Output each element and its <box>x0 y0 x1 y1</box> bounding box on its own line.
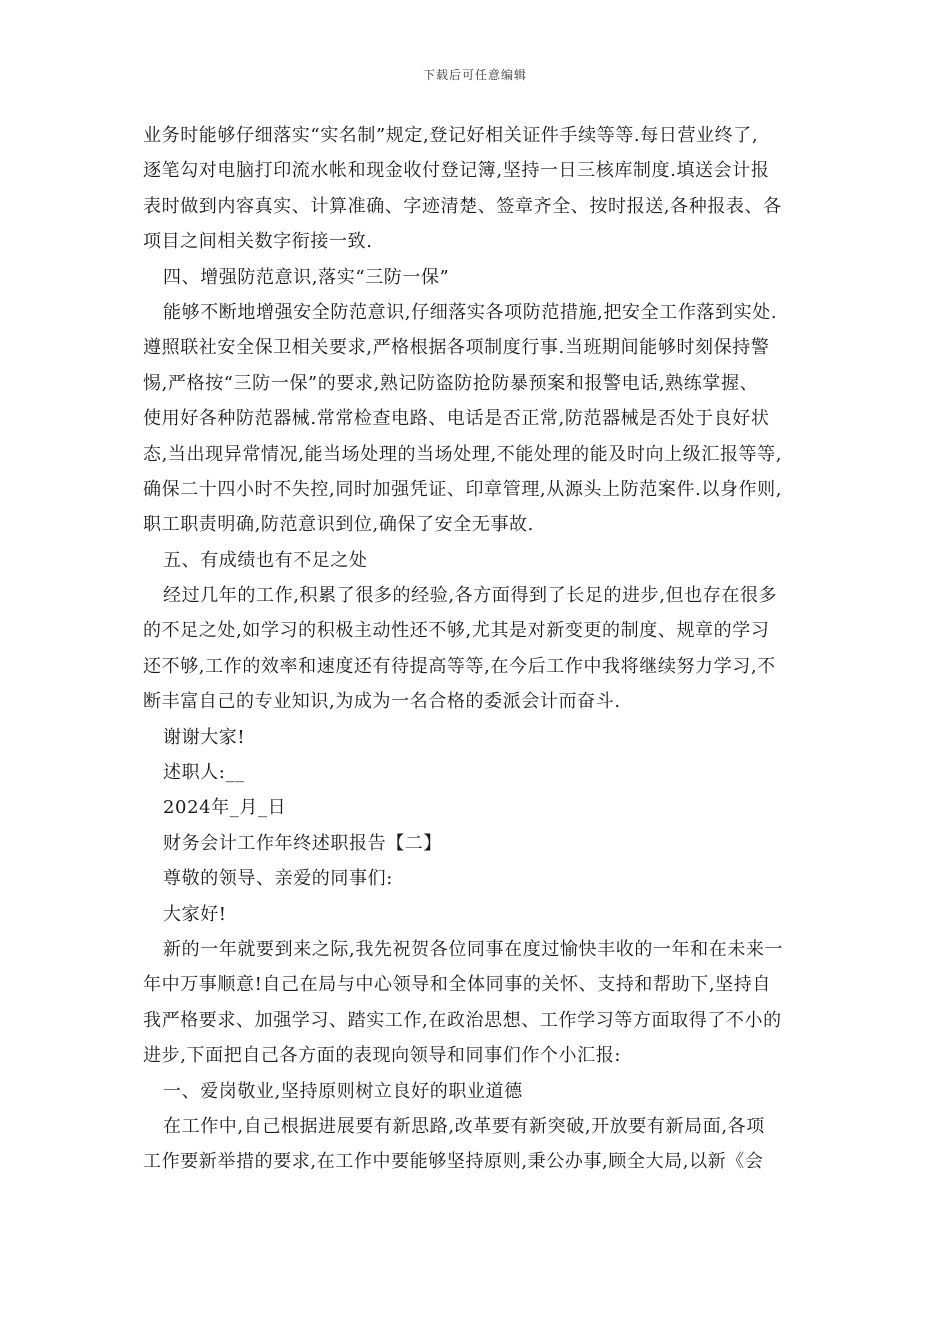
text-line: 年中万事顺意!自己在局与中心领导和全体同事的关怀、支持和帮助下,坚持自 <box>143 974 771 996</box>
text-line: 新的一年就要到来之际,我先祝贺各位同事在度过愉快丰收的一年和在未来一 <box>163 938 784 960</box>
text-line: 表时做到内容真实、计算准确、字迹清楚、签章齐全、按时报送,各种报表、各 <box>143 195 782 217</box>
text-line: 述职人:__ <box>163 762 245 784</box>
text-line: 经过几年的工作,积累了很多的经验,各方面得到了长足的进步,但也存在很多 <box>163 585 778 607</box>
text-line: 五、有成绩也有不足之处 <box>163 549 368 571</box>
text-line: 遵照联社安全保卫相关要求,严格根据各项制度行事.当班期间能够时刻保持警 <box>143 337 770 359</box>
text-line: 一、爱岗敬业,坚持原则树立良好的职业道德 <box>163 1080 523 1102</box>
text-line: 能够不断地增强安全防范意识,仔细落实各项防范措施,把安全工作落到实处. <box>163 301 778 323</box>
text-line: 尊敬的领导、亲爱的同事们: <box>163 868 393 890</box>
text-line: 谢谢大家! <box>163 726 246 748</box>
text-line: 使用好各种防范器械.常常检查电路、电话是否正常,防范器械是否处于良好状 <box>143 408 770 430</box>
text-line: 四、增强防范意识,落实“三防一保” <box>163 266 450 288</box>
text-line: 财务会计工作年终述职报告【二】 <box>163 832 442 854</box>
text-line: 项目之间相关数字衔接一致. <box>143 231 373 253</box>
text-line: 的不足之处,如学习的积极主动性还不够,尤其是对新变更的制度、规章的学习 <box>143 620 770 642</box>
text-line: 业务时能够仔细落实“实名制”规定,登记好相关证件手续等等.每日营业终了, <box>143 125 759 146</box>
text-line: 在工作中,自己根据进展要有新思路,改革要有新突破,开放要有新局面,各项 <box>163 1115 765 1137</box>
text-line: 惕,严格按“三防一保”的要求,熟记防盗防抢防暴预案和报警电话,熟练掌握、 <box>143 372 759 394</box>
text-line: 态,当出现异常情况,能当场处理的当场处理,不能处理的能及时向上级汇报等等, <box>143 443 783 465</box>
text-line: 大家好! <box>163 903 227 925</box>
text-line: 确保二十四小时不失控,同时加强凭证、印章管理,从源头上防范案件.以身作则, <box>143 478 783 500</box>
text-line: 逐笔勾对电脑打印流水帐和现金收付登记簿,坚持一日三核库制度.填送会计报 <box>143 160 770 182</box>
page-header-note: 下载后可任意编辑 <box>422 68 527 82</box>
text-line: 还不够,工作的效率和速度还有待提高等等,在今后工作中我将继续努力学习,不 <box>143 655 776 677</box>
text-line: 职工职责明确,防范意识到位,确保了安全无事故. <box>143 514 534 536</box>
text-line: 工作要新举措的要求,在工作中要能够坚持原则,秉公办事,顾全大局,以新《会 <box>143 1151 764 1173</box>
text-line: 进步,下面把自己各方面的表现向领导和同事们作个小汇报: <box>143 1045 621 1067</box>
text-line: 我严格要求、加强学习、踏实工作,在政治思想、工作学习等方面取得了不小的 <box>143 1009 782 1031</box>
text-line: 断丰富自己的专业知识,为成为一名合格的委派会计而奋斗. <box>143 691 621 713</box>
document-body <box>143 118 815 1180</box>
text-line: 2024年_月_日 <box>163 797 287 819</box>
